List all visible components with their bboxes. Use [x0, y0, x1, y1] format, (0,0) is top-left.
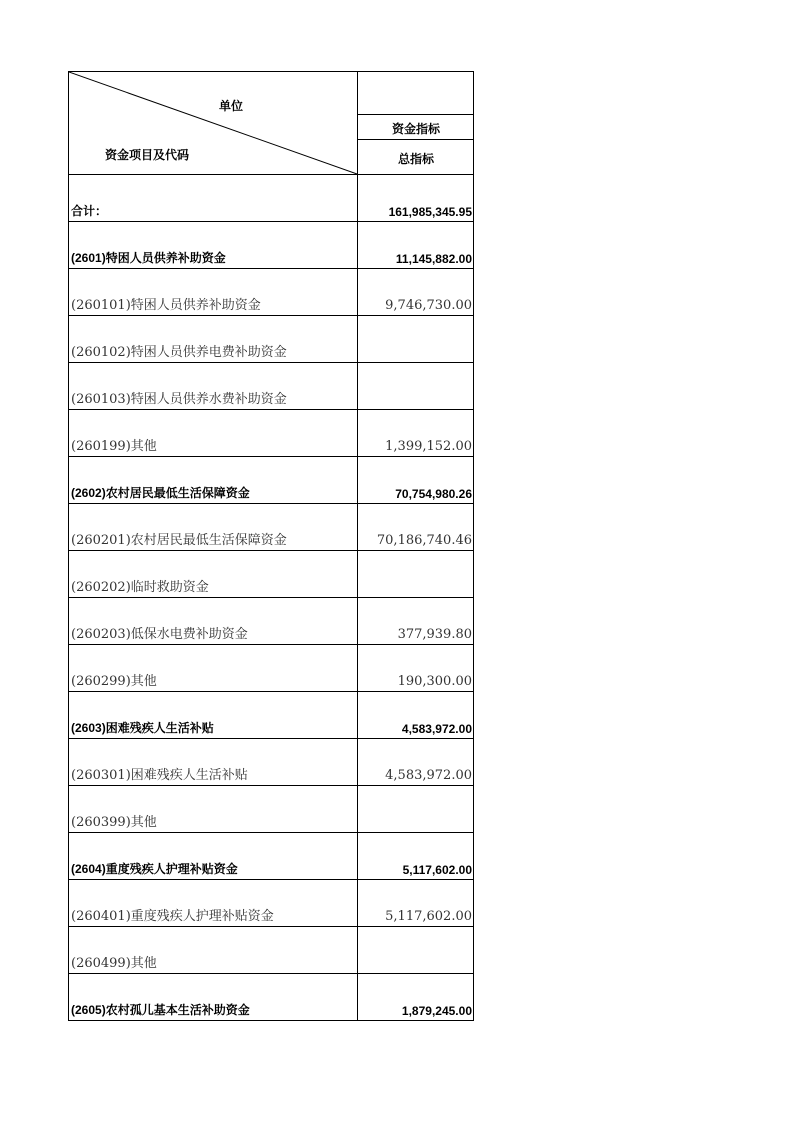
item-amount: 9,746,730.00: [385, 298, 472, 313]
table-row: [69, 410, 473, 457]
column-divider: [357, 645, 358, 691]
table-row: [69, 927, 473, 974]
table-row: [69, 457, 473, 504]
item-amount: 4,583,972.00: [401, 722, 472, 736]
table-body: [68, 175, 474, 1021]
item-name: (260301)困难残疾人生活补贴: [71, 768, 248, 783]
column-divider: [357, 222, 358, 268]
item-amount: 70,186,740.46: [376, 533, 472, 548]
table-row: [69, 222, 473, 269]
item-amount: 11,145,882.00: [395, 252, 472, 266]
fund-table: [68, 71, 474, 1018]
table-row: [69, 974, 473, 1021]
column-divider: [357, 410, 358, 456]
column-divider: [357, 974, 358, 1020]
item-name: (2603)困难残疾人生活补贴: [71, 721, 214, 735]
table-row: [69, 363, 473, 410]
column-divider: [357, 457, 358, 503]
column-divider: [357, 880, 358, 926]
column-divider: [357, 692, 358, 738]
column-divider: [357, 363, 358, 409]
unit-label: 单位: [219, 99, 244, 113]
item-name: (2602)农村居民最低生活保障资金: [71, 486, 250, 500]
column-divider: [357, 269, 358, 315]
item-amount: 377,939.80: [397, 627, 472, 642]
column-divider: [357, 739, 358, 785]
column-divider: [357, 175, 358, 221]
index-label: 资金指标: [391, 122, 440, 136]
item-name: (260203)低保水电费补助资金: [71, 627, 248, 642]
item-name: 合计：: [71, 204, 108, 218]
table-row: [69, 692, 473, 739]
total-label: 总指标: [397, 152, 434, 166]
item-name: (260101)特困人员供养补助资金: [71, 298, 261, 313]
item-amount: 5,117,602.00: [402, 863, 472, 877]
table-row: [69, 175, 473, 222]
table-row: [69, 645, 473, 692]
item-name: (260199)其他: [71, 439, 157, 454]
item-name: (260201)农村居民最低生活保障资金: [71, 533, 287, 548]
column-divider: [357, 833, 358, 879]
item-name: (260499)其他: [71, 956, 157, 971]
item-amount: 161,985,345.95: [388, 205, 472, 219]
item-name: (260102)特困人员供养电费补助资金: [71, 345, 287, 360]
item-amount: 5,117,602.00: [385, 909, 472, 924]
table-row: [69, 551, 473, 598]
item-name: (2605)农村孤儿基本生活补助资金: [71, 1003, 250, 1017]
table-row: [69, 739, 473, 786]
column-divider: [357, 504, 358, 550]
table-header: [68, 71, 474, 175]
item-amount: 1,879,245.00: [401, 1004, 472, 1018]
item-amount: 70,754,980.26: [395, 487, 472, 501]
table-row: [69, 880, 473, 927]
column-divider: [357, 598, 358, 644]
item-label: 资金项目及代码: [105, 148, 190, 162]
table-row: [69, 833, 473, 880]
item-name: (260299)其他: [71, 674, 157, 689]
header-row-divider: [358, 114, 474, 115]
table-row: [69, 504, 473, 551]
item-name: (2604)重度残疾人护理补贴资金: [71, 862, 238, 876]
header-row-divider: [358, 139, 474, 140]
table-row: [69, 598, 473, 645]
item-amount: 190,300.00: [397, 674, 472, 689]
column-divider: [357, 316, 358, 362]
item-name: (260103)特困人员供养水费补助资金: [71, 392, 287, 407]
item-amount: 4,583,972.00: [385, 768, 472, 783]
table-row: [69, 786, 473, 833]
item-name: (260401)重度残疾人护理补贴资金: [71, 909, 274, 924]
column-divider: [357, 786, 358, 832]
item-name: (260202)临时救助资金: [71, 580, 209, 595]
table-row: [69, 269, 473, 316]
column-divider: [357, 927, 358, 973]
table-row: [69, 316, 473, 363]
column-divider: [357, 551, 358, 597]
item-name: (2601)特困人员供养补助资金: [71, 251, 226, 265]
item-name: (260399)其他: [71, 815, 157, 830]
item-amount: 1,399,152.00: [385, 439, 472, 454]
